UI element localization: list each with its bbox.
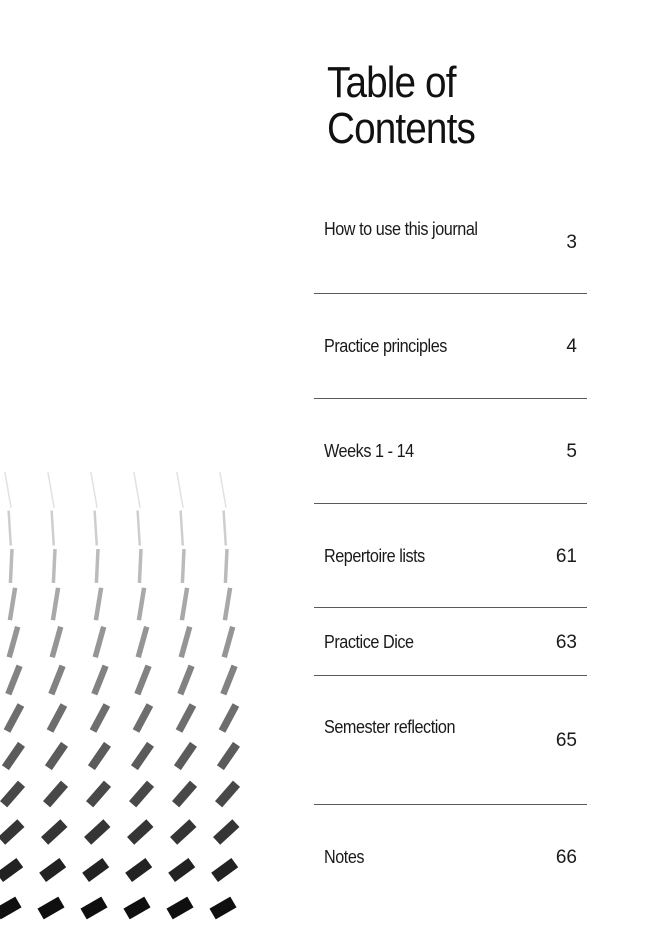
pattern-dash (177, 744, 193, 767)
title-line-2: Contents (327, 104, 475, 153)
pattern-dash (45, 823, 64, 841)
pattern-dash (50, 705, 64, 731)
pattern-dash (219, 784, 237, 805)
pattern-dash (224, 627, 233, 657)
toc-entry-label: Repertoire lists (324, 546, 425, 566)
pattern-dash (90, 784, 108, 805)
pattern-dash (172, 863, 192, 878)
pattern-dash (138, 627, 147, 657)
pattern-dash (48, 744, 64, 767)
pattern-dash (127, 902, 148, 914)
toc-entry-page: 5 (566, 441, 577, 462)
pattern-dash (95, 627, 104, 657)
pattern-dash (129, 863, 149, 878)
pattern-dash (95, 511, 97, 546)
pattern-dash (91, 472, 97, 507)
pattern-dash (222, 705, 236, 731)
table-of-contents (314, 0, 587, 946)
pattern-dash (176, 784, 194, 805)
divider (314, 675, 587, 676)
pattern-dash (137, 666, 148, 694)
toc-entry-label: Weeks 1 - 14 (324, 441, 414, 461)
toc-entry-label: Semester reflection (324, 717, 456, 737)
pattern-dash (182, 588, 187, 620)
pattern-dash (139, 588, 144, 620)
pattern-dash (51, 666, 62, 694)
pattern-dash (4, 784, 22, 805)
pattern-dash (41, 902, 62, 914)
pattern-dash (225, 549, 227, 583)
toc-entry-page: 4 (566, 336, 577, 357)
pattern-dash (8, 666, 19, 694)
divider (314, 293, 587, 294)
pattern-dash (177, 472, 183, 507)
pattern-dash (139, 549, 141, 583)
pattern-dash (220, 744, 236, 767)
pattern-dash (10, 549, 12, 583)
pattern-dash (96, 588, 101, 620)
pattern-dash (181, 627, 190, 657)
pattern-dash (136, 705, 150, 731)
toc-entry-page: 66 (555, 847, 577, 868)
pattern-dash (182, 549, 184, 583)
pattern-dash (96, 549, 98, 583)
pattern-dash (220, 472, 226, 507)
pattern-dash (225, 588, 230, 620)
pattern-dash (215, 863, 235, 878)
pattern-dash (0, 902, 18, 914)
pattern-dash (10, 588, 15, 620)
divider (314, 398, 587, 399)
toc-entry-page: 3 (566, 232, 577, 253)
pattern-dash (133, 784, 151, 805)
toc-entry-page: 65 (555, 730, 577, 751)
divider (314, 503, 587, 504)
pattern-dash (52, 627, 61, 657)
divider (314, 607, 587, 608)
toc-entry-label: Notes (324, 847, 365, 867)
pattern-dash (86, 863, 106, 878)
decorative-dash-pattern (0, 470, 260, 946)
pattern-dash (94, 666, 105, 694)
pattern-dash (223, 666, 234, 694)
pattern-dash (84, 902, 105, 914)
pattern-dash (174, 823, 193, 841)
pattern-dash (179, 705, 193, 731)
pattern-dash (2, 823, 21, 841)
toc-entry-page: 61 (555, 546, 577, 567)
pattern-dash (9, 511, 11, 546)
pattern-dash (0, 863, 20, 878)
pattern-dash (7, 705, 21, 731)
pattern-dash (131, 823, 150, 841)
pattern-dash (134, 744, 150, 767)
pattern-dash (217, 823, 236, 841)
pattern-dash (53, 549, 55, 583)
pattern-dash (180, 666, 191, 694)
divider (314, 804, 587, 805)
pattern-dash (213, 902, 234, 914)
title-line-1: Table of (327, 58, 456, 107)
pattern-dash (5, 744, 21, 767)
pattern-dash (181, 511, 183, 546)
pattern-dash (48, 472, 54, 507)
pattern-dash (93, 705, 107, 731)
pattern-dash (5, 472, 11, 507)
pattern-dash (52, 511, 54, 546)
pattern-dash (53, 588, 58, 620)
pattern-dash (224, 511, 226, 546)
pattern-dash (170, 902, 191, 914)
pattern-dash (43, 863, 63, 878)
pattern-dash (88, 823, 107, 841)
toc-entry-page: 63 (555, 632, 577, 653)
pattern-dash (138, 511, 140, 546)
pattern-dash (47, 784, 65, 805)
pattern-dash (91, 744, 107, 767)
pattern-dash (9, 627, 18, 657)
toc-entry-label: How to use this journal (324, 219, 478, 239)
toc-entry-label: Practice Dice (324, 632, 414, 652)
pattern-dash (134, 472, 140, 507)
toc-entry-label: Practice principles (324, 336, 447, 356)
